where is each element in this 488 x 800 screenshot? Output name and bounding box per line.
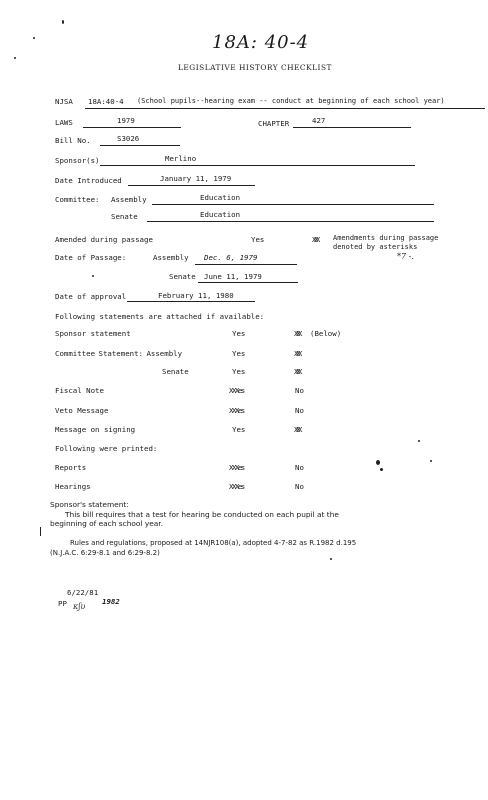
printed-no: No	[295, 463, 304, 472]
statement-label: Fiscal Note	[55, 386, 104, 395]
passage-assembly-underline	[195, 264, 297, 265]
committee-senate-label: Senate	[111, 212, 138, 221]
sponsor-statement-line2: beginning of each school year.	[50, 519, 163, 528]
committee-assembly-label: Assembly	[111, 195, 147, 204]
committee-label: Committee:	[55, 195, 100, 204]
statement-no: No	[295, 386, 304, 395]
speck	[92, 275, 94, 277]
printed-label: Hearings	[55, 482, 91, 491]
speck	[14, 57, 16, 59]
date-introduced-underline	[128, 185, 255, 186]
bill-value: S3026	[117, 134, 140, 143]
speck	[430, 460, 432, 462]
footer-stamp2: 1982	[102, 597, 120, 606]
committee-assembly-value: Education	[200, 193, 241, 202]
laws-label: LAWS	[55, 118, 73, 127]
statement-no: No	[295, 406, 304, 415]
speck	[40, 527, 41, 536]
committee-senate-value: Education	[200, 210, 241, 219]
passage-senate-label: Senate	[169, 272, 196, 281]
sponsors-label: Sponsor(s)	[55, 156, 100, 165]
statement-yes: Yes	[232, 367, 246, 376]
chapter-underline	[293, 127, 411, 128]
page-title: LEGISLATIVE HISTORY CHECKLIST	[178, 63, 332, 72]
bill-label: Bill No.	[55, 136, 91, 145]
statement-label: Senate	[162, 367, 189, 376]
statement-yes: Yes	[232, 329, 246, 338]
sponsors-value: Merlino	[165, 154, 197, 163]
handwritten-title: 18A: 40-4	[212, 32, 310, 53]
footer-stamp1: κʃυ	[73, 602, 86, 611]
passage-senate-value: June 11, 1979	[204, 272, 262, 281]
statement-yes: Yes	[232, 425, 246, 434]
attached-heading: Following statements are attached if available:	[55, 312, 265, 321]
laws-value: 1979	[117, 116, 135, 125]
bill-underline	[100, 145, 180, 146]
rules-line2: (N.J.A.C. 6:29-8.1 and 6:29-8.2)	[50, 549, 160, 557]
njsa-description: (School pupils--hearing exam -- conduct at beginning of each school year)	[137, 97, 445, 105]
njsa-underline	[85, 108, 485, 109]
njsa-value: 18A:40-4	[88, 97, 124, 106]
amended-label: Amended during passage	[55, 235, 153, 244]
speck	[330, 558, 332, 560]
approval-underline	[127, 301, 255, 302]
speck	[33, 37, 35, 39]
njsa-label: NJSA	[55, 97, 73, 106]
sponsor-statement-heading: Sponsor's statement:	[50, 500, 129, 509]
date-introduced-value: January 11, 1979	[160, 174, 232, 183]
amended-yes: Yes	[251, 235, 265, 244]
printed-yes: XXXes	[229, 482, 244, 491]
amended-no: XXX	[312, 235, 318, 244]
chapter-value: 427	[312, 116, 326, 125]
speck	[62, 20, 64, 24]
laws-underline	[83, 127, 181, 128]
amended-note-line1: Amendments during passage	[333, 234, 439, 242]
speck	[376, 460, 380, 465]
statement-yes: Yes	[232, 349, 246, 358]
statement-yes: XXXes	[229, 406, 244, 415]
printed-yes: XXXes	[229, 463, 244, 472]
statement-yes: XXXes	[229, 386, 244, 395]
printed-no: No	[295, 482, 304, 491]
statement-label: Sponsor statement	[55, 329, 131, 338]
amended-note-line2: denoted by asterisks	[333, 243, 418, 251]
statement-label: Message on signing	[55, 425, 136, 434]
passage-label: Date of Passage:	[55, 253, 127, 262]
statement-label: Committee Statement: Assembly	[55, 349, 183, 358]
date-introduced-label: Date Introduced	[55, 176, 122, 185]
footer-initials: PP	[58, 599, 67, 608]
committee-senate-underline	[147, 221, 434, 222]
amended-scribble: *7 -.	[397, 252, 414, 261]
footer-date: 6/22/81	[67, 588, 99, 597]
rules-line1: Rules and regulations, proposed at 14NJR108(a), adopted 4-7-82 as R.1982 d.195	[70, 539, 357, 547]
statement-no: XXX	[294, 425, 300, 434]
printed-heading: Following were printed:	[55, 444, 158, 453]
speck	[418, 440, 420, 442]
sponsor-statement-line1: This bill requires that a test for hearing be conducted on each pupil at the	[65, 510, 339, 519]
approval-label: Date of approval	[55, 292, 127, 301]
committee-assembly-underline	[152, 204, 434, 205]
passage-assembly-value: Dec. 6, 1979	[204, 253, 258, 262]
speck	[380, 468, 383, 471]
statement-label: Veto Message	[55, 406, 109, 415]
passage-assembly-label: Assembly	[153, 253, 189, 262]
chapter-label: CHAPTER	[258, 119, 290, 128]
passage-senate-underline	[198, 282, 298, 283]
statement-no: XXX	[294, 367, 300, 376]
sponsors-underline	[100, 165, 415, 166]
statement-no: XXX	[294, 349, 300, 358]
statement-no: XXX	[294, 329, 300, 338]
printed-label: Reports	[55, 463, 87, 472]
statement-extra: (Below)	[310, 329, 342, 338]
approval-value: February 11, 1980	[158, 291, 234, 300]
